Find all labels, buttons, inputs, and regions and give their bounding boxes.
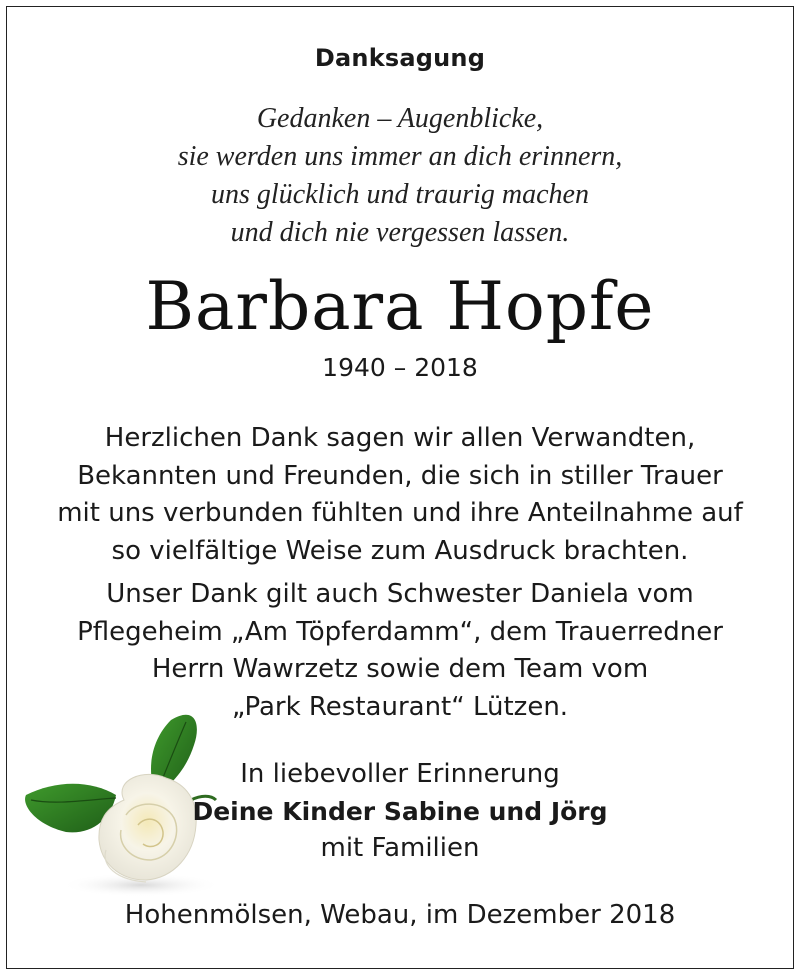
thanks-line: Unser Dank gilt auch Schwester Daniela vom [106, 579, 694, 609]
notice-heading: Danksagung [314, 44, 486, 72]
closing-line: In liebevoller Erinnerung [240, 759, 560, 789]
thanks-line: Herzlichen Dank sagen wir allen Verwandten, [104, 423, 696, 453]
poem [0, 100, 800, 252]
thanks-line: Herrn Wawrzetz sowie dem Team vom [151, 654, 649, 684]
thanks-line: „Park Restaurant“ Lützen. [231, 691, 569, 722]
life-dates: 1940 – 2018 [322, 353, 478, 382]
poem-line: uns glücklich und traurig machen [211, 179, 589, 210]
thanks-line: so vielfältige Weise zum Ausdruck brachten. [111, 535, 689, 566]
deceased-name: Barbara Hopfe [145, 268, 655, 345]
poem-line: und dich nie vergessen lassen. [230, 217, 570, 248]
poem-line: Gedanken – Augenblicke, [256, 103, 544, 134]
thanks-line: Pflegeheim „Am Töpferdamm“, dem Trauerredner [77, 616, 723, 647]
mourners-names: Deine Kinder Sabine und Jörg [192, 797, 608, 826]
place-date: Hohenmölsen, Webau, im Dezember 2018 [124, 900, 676, 930]
thanks-text [0, 420, 800, 726]
thanks-line: Bekannten und Freunden, die sich in stiller Trauer [77, 460, 723, 491]
poem-line: sie werden uns immer an dich erinnern, [177, 141, 623, 172]
closing-block [0, 756, 800, 867]
closing-line: mit Familien [320, 833, 480, 863]
thanks-line: mit uns verbunden fühlten und ihre Anteilnahme auf [57, 498, 743, 528]
